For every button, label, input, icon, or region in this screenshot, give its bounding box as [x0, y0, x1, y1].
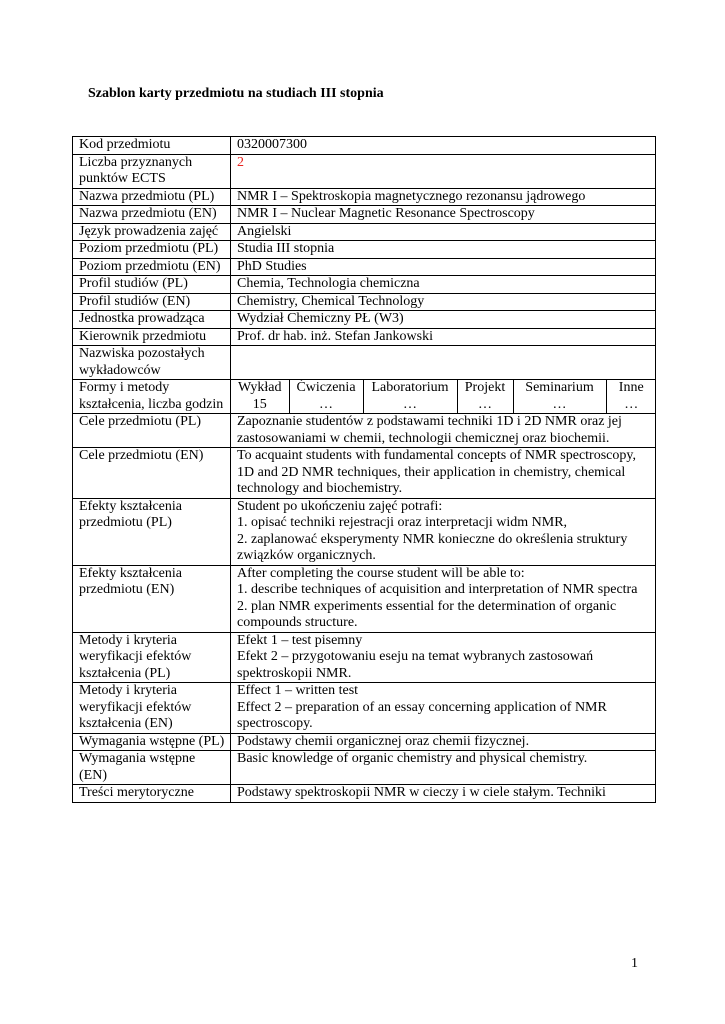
row-label: Formy i metody kształcenia, liczba godzin: [73, 380, 231, 414]
table-row-wykladowcy: [73, 346, 656, 380]
table-row-jednostka: [73, 311, 656, 329]
row-label: Wymagania wstępne (PL): [73, 733, 231, 751]
row-value: [231, 565, 656, 632]
row-value: Podstawy chemii organicznej oraz chemii fizycznej.: [231, 733, 656, 751]
row-label: Profil studiów (PL): [73, 276, 231, 294]
ects-value: 2: [231, 154, 656, 188]
row-value: Angielski: [231, 223, 656, 241]
form-hours: …: [478, 396, 492, 412]
row-label: Poziom przedmiotu (PL): [73, 241, 231, 259]
row-value: PhD Studies: [231, 258, 656, 276]
table-row-ects: [73, 154, 656, 188]
row-label: Wymagania wstępne (EN): [73, 751, 231, 785]
form-column: [606, 380, 656, 413]
course-card-table: [72, 136, 656, 803]
text-line: After completing the course student will be able to:: [237, 565, 525, 581]
table-row-poziom-en: [73, 258, 656, 276]
table-row-profil-en: [73, 293, 656, 311]
table-row-kod: [73, 137, 656, 155]
row-value: Chemistry, Chemical Technology: [231, 293, 656, 311]
row-label: Nazwiska pozostałych wykładowców: [73, 346, 231, 380]
form-column: [457, 380, 513, 413]
form-column: [289, 380, 363, 413]
row-label: Język prowadzenia zajęć: [73, 223, 231, 241]
row-value: 0320007300: [231, 137, 656, 155]
row-label: Cele przedmiotu (PL): [73, 414, 231, 448]
row-label: Efekty kształcenia przedmiotu (EN): [73, 565, 231, 632]
row-label: Treści merytoryczne: [73, 785, 231, 803]
row-label: Liczba przyznanych punktów ECTS: [73, 154, 231, 188]
table-row-wymagania-en: [73, 751, 656, 785]
table-row-metody-en: [73, 683, 656, 734]
row-value: Podstawy spektroskopii NMR w cieczy i w ciele stałym. Techniki: [231, 785, 656, 803]
row-label: Nazwa przedmiotu (EN): [73, 206, 231, 224]
row-label: Poziom przedmiotu (EN): [73, 258, 231, 276]
form-column: [513, 380, 606, 413]
page-number: 1: [631, 956, 638, 971]
table-row-formy: [73, 380, 656, 414]
form-name: Laboratorium: [371, 380, 449, 395]
row-label: Metody i kryteria weryfikacji efektów kształcenia (EN): [73, 683, 231, 734]
row-value: Prof. dr hab. inż. Stefan Jankowski: [231, 328, 656, 346]
page-title: Szablon karty przedmiotu na studiach III stopnia: [88, 86, 384, 101]
form-hours: …: [624, 396, 639, 412]
text-line: 2. plan NMR experiments essential for the determination of organic compounds structure.: [237, 598, 617, 630]
text-line: Efekt 1 – test pisemny: [237, 632, 363, 648]
table-row-kierownik: [73, 328, 656, 346]
row-label: Jednostka prowadząca: [73, 311, 231, 329]
text-line: Efekt 2 – przygotowaniu eseju na temat wybranych zastosowań spektroskopii NMR.: [237, 649, 594, 681]
table-row-cele-pl: [73, 414, 656, 448]
table-row-nazwa-en: [73, 206, 656, 224]
row-value: Wydział Chemiczny PŁ (W3): [231, 311, 656, 329]
row-value: [231, 683, 656, 734]
form-hours: …: [403, 396, 417, 412]
table-row-efekty-en: [73, 565, 656, 632]
row-label: Nazwa przedmiotu (PL): [73, 188, 231, 206]
table-row-tresci: [73, 785, 656, 803]
table-row-metody-pl: [73, 632, 656, 683]
table-row-jezyk: [73, 223, 656, 241]
form-name: Wykład: [238, 380, 282, 395]
row-label: Profil studiów (EN): [73, 293, 231, 311]
row-label: Efekty kształcenia przedmiotu (PL): [73, 498, 231, 565]
row-value: NMR I – Spektroskopia magnetycznego rezonansu jądrowego: [231, 188, 656, 206]
row-label: Kierownik przedmiotu: [73, 328, 231, 346]
row-value: NMR I – Nuclear Magnetic Resonance Spectroscopy: [231, 206, 656, 224]
text-line: 1. describe techniques of acquisition and interpretation of NMR spectra: [237, 582, 638, 597]
row-value: Chemia, Technologia chemiczna: [231, 276, 656, 294]
table-row-wymagania-pl: [73, 733, 656, 751]
form-column: [231, 380, 289, 413]
row-label: Metody i kryteria weryfikacji efektów kształcenia (PL): [73, 632, 231, 683]
form-name: Projekt: [464, 380, 506, 395]
table-row-nazwa-pl: [73, 188, 656, 206]
form-name: Ćwiczenia: [296, 380, 356, 395]
row-label: Kod przedmiotu: [73, 137, 231, 155]
row-value: [231, 498, 656, 565]
row-value: To acquaint students with fundamental concepts of NMR spectroscopy, 1D and 2D NMR techniques, their application in chemistry, chemical technology and biochemistry.: [231, 448, 656, 499]
row-value: [231, 632, 656, 683]
form-hours: 15: [252, 396, 267, 412]
row-value: Studia III stopnia: [231, 241, 656, 259]
row-value: Zapoznanie studentów z podstawami techniki 1D i 2D NMR oraz jej zastosowaniami w chemii, technologii chemicznej oraz biochemii.: [231, 414, 656, 448]
table-row-poziom-pl: [73, 241, 656, 259]
row-value: [231, 346, 656, 380]
table-row-efekty-pl: [73, 498, 656, 565]
text-line: Effect 1 – written test: [237, 683, 359, 698]
text-line: Effect 2 – preparation of an essay concerning application of NMR spectroscopy.: [237, 699, 607, 731]
forms-hours-table: [231, 380, 656, 413]
row-label: Cele przedmiotu (EN): [73, 448, 231, 499]
form-name: Inne: [618, 380, 644, 395]
text-line: Student po ukończeniu zajęć potrafi:: [237, 498, 443, 514]
form-name: Seminarium: [525, 380, 594, 395]
table-row-profil-pl: [73, 276, 656, 294]
text-line: 1. opisać techniki rejestracji oraz interpretacji widm NMR,: [237, 515, 568, 530]
row-value: Basic knowledge of organic chemistry and physical chemistry.: [231, 751, 656, 785]
text-line: 2. zaplanować eksperymenty NMR konieczne do określenia struktury związków organicznych.: [237, 531, 628, 563]
form-hours: …: [552, 396, 567, 412]
forms-hours-cell: [231, 380, 656, 414]
form-hours: …: [319, 396, 333, 412]
form-column: [363, 380, 457, 413]
table-row-cele-en: [73, 448, 656, 499]
